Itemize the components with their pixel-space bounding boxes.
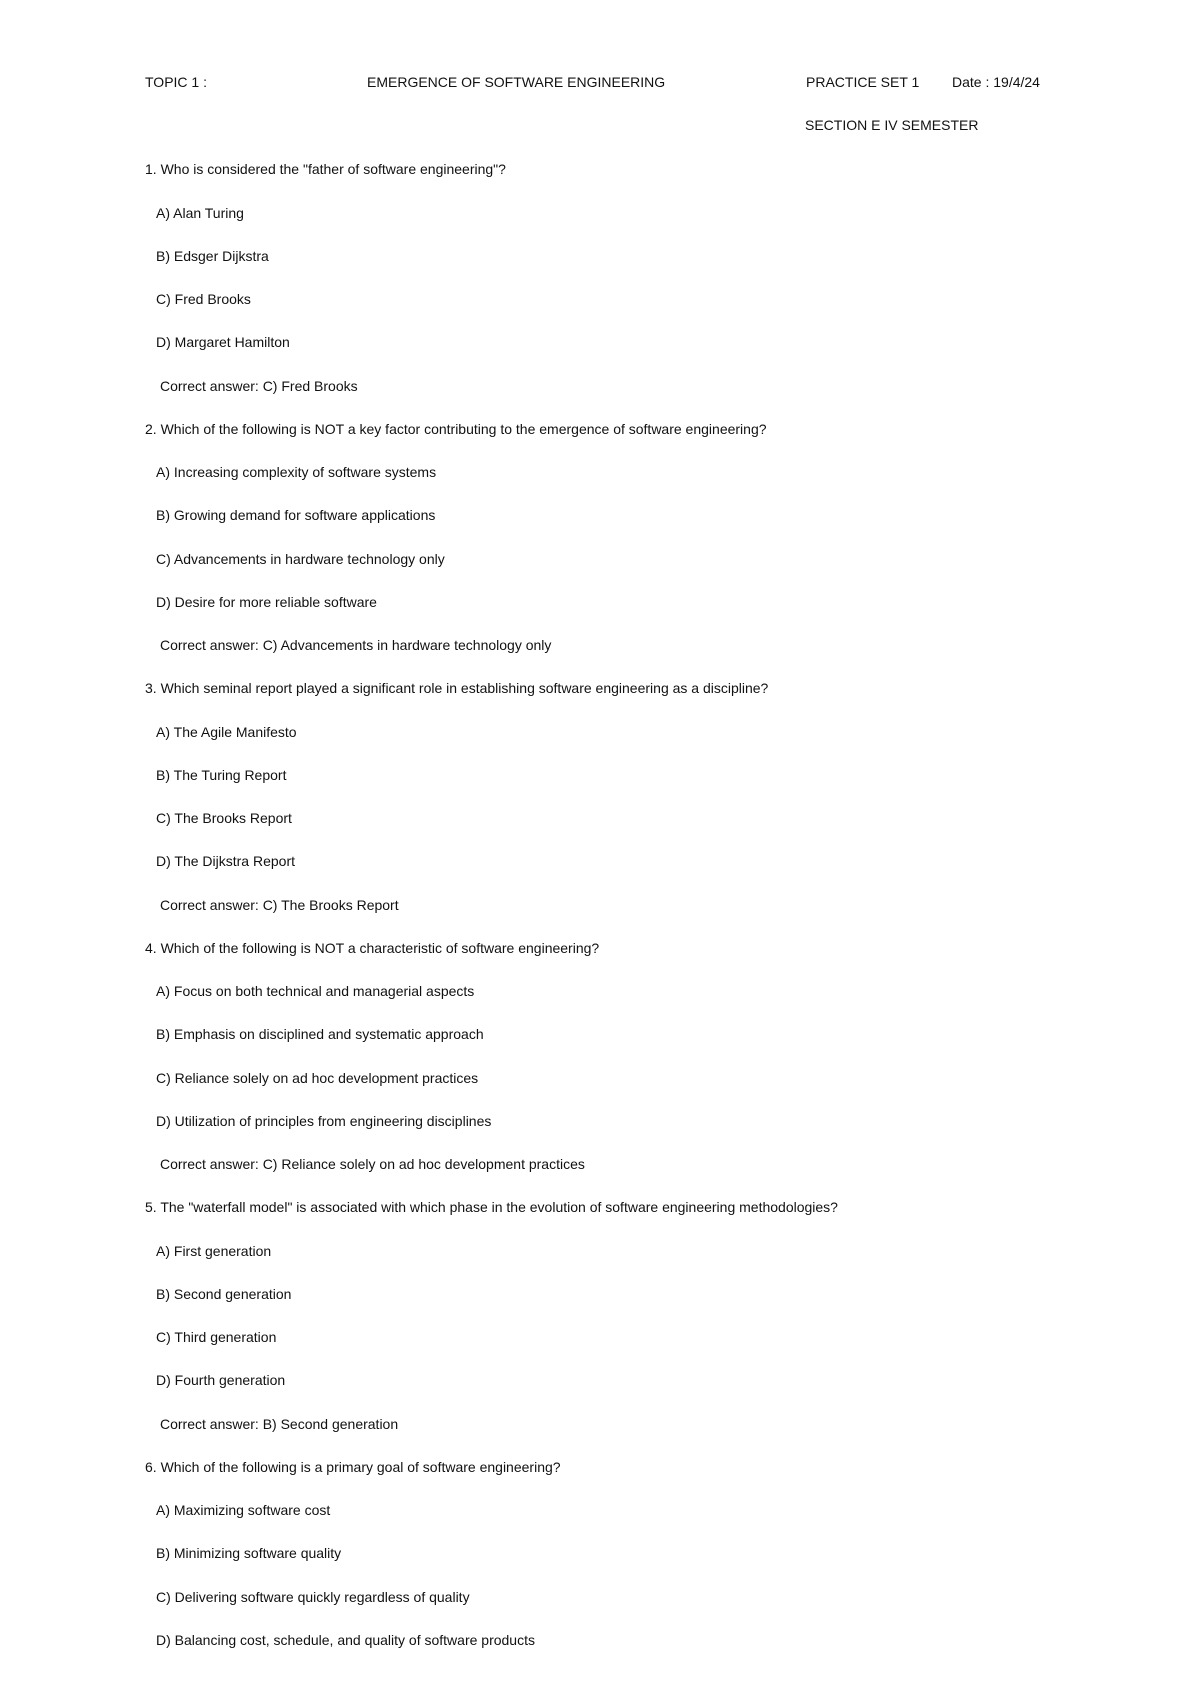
option-text: D) Fourth generation <box>156 1372 286 1388</box>
section-label: SECTION E IV SEMESTER <box>805 117 979 133</box>
question-text: 4. Which of the following is NOT a characteristic of software engineering? <box>145 940 600 956</box>
option-text: C) Fred Brooks <box>156 291 251 307</box>
option-text: C) The Brooks Report <box>156 810 292 826</box>
option-text: D) The Dijkstra Report <box>156 853 296 869</box>
option-text: A) Focus on both technical and managerial aspects <box>156 983 475 999</box>
option-text: A) Maximizing software cost <box>156 1502 331 1518</box>
question-text: 2. Which of the following is NOT a key factor contributing to the emergence of software engineering? <box>145 421 767 437</box>
option-text: B) Second generation <box>156 1286 292 1302</box>
correct-answer: Correct answer: C) Fred Brooks <box>160 378 358 394</box>
option-text: D) Margaret Hamilton <box>156 334 290 350</box>
option-text: A) The Agile Manifesto <box>156 724 297 740</box>
option-text: C) Reliance solely on ad hoc development practices <box>156 1070 479 1086</box>
option-text: B) The Turing Report <box>156 767 287 783</box>
date-label: Date : 19/4/24 <box>952 74 1040 90</box>
correct-answer: Correct answer: C) Advancements in hardware technology only <box>160 637 552 653</box>
option-text: B) Minimizing software quality <box>156 1545 342 1561</box>
option-text: A) First generation <box>156 1243 272 1259</box>
question-text: 6. Which of the following is a primary goal of software engineering? <box>145 1459 561 1475</box>
option-text: B) Edsger Dijkstra <box>156 248 269 264</box>
option-text: C) Advancements in hardware technology only <box>156 551 445 567</box>
question-text: 1. Who is considered the "father of software engineering"? <box>145 161 506 177</box>
question-text: 5. The "waterfall model" is associated with which phase in the evolution of software engineering methodologies? <box>145 1199 838 1215</box>
option-text: A) Alan Turing <box>156 205 244 221</box>
practice-set-label: PRACTICE SET 1 <box>806 74 920 90</box>
question-text: 3. Which seminal report played a significant role in establishing software engineering as a discipline? <box>145 680 769 696</box>
option-text: A) Increasing complexity of software systems <box>156 464 437 480</box>
document-title: EMERGENCE OF SOFTWARE ENGINEERING <box>367 74 666 90</box>
option-text: B) Emphasis on disciplined and systematic approach <box>156 1026 484 1042</box>
option-text: B) Growing demand for software applications <box>156 507 436 523</box>
option-text: D) Balancing cost, schedule, and quality of software products <box>156 1632 535 1648</box>
option-text: C) Third generation <box>156 1329 277 1345</box>
correct-answer: Correct answer: C) The Brooks Report <box>160 897 399 913</box>
option-text: D) Desire for more reliable software <box>156 594 377 610</box>
topic-label: TOPIC 1 : <box>145 74 207 90</box>
option-text: C) Delivering software quickly regardless of quality <box>156 1589 470 1605</box>
correct-answer: Correct answer: B) Second generation <box>160 1416 399 1432</box>
correct-answer: Correct answer: C) Reliance solely on ad hoc development practices <box>160 1156 585 1172</box>
option-text: D) Utilization of principles from engineering disciplines <box>156 1113 492 1129</box>
